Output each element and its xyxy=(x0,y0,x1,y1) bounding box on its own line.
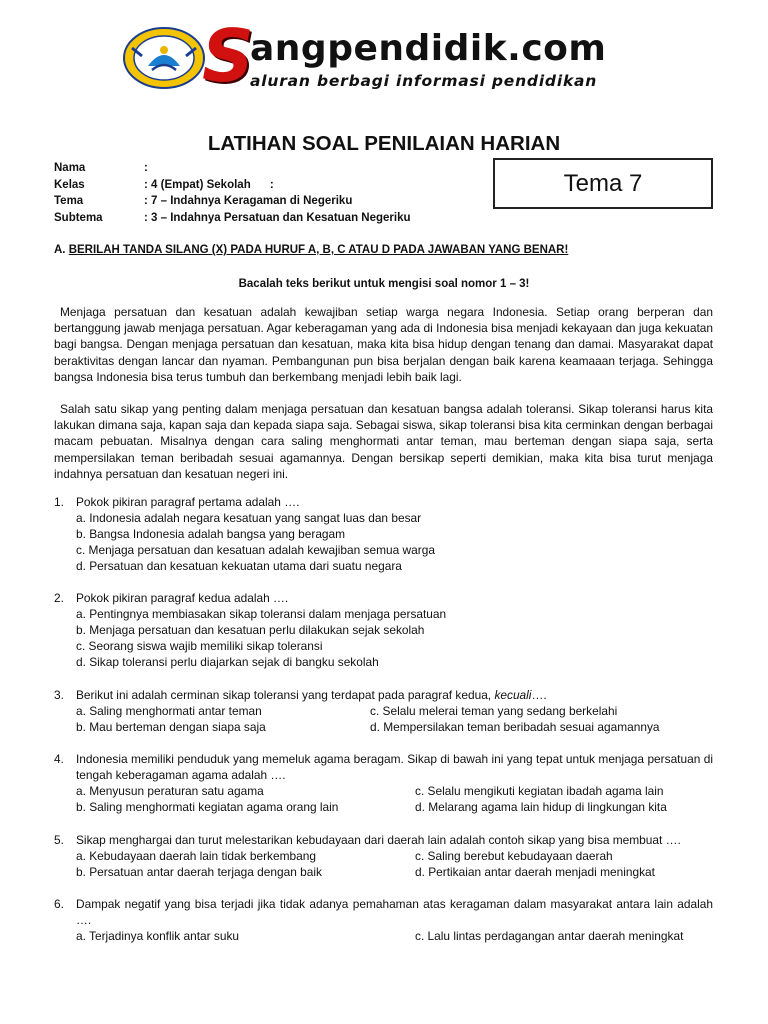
option-a: a. Saling menghormati antar teman xyxy=(76,704,262,718)
identity-label: Nama xyxy=(54,162,86,174)
reading-paragraph-1: Menjaga persatuan dan kesatuan adalah kewajiban setiap warga negara Indonesia. Setiap orang berperan dan bertanggung jawab menjaga persatuan. Agar keberagaman yang ada di Indonesia bisa menjadi kekayaan dan juga kekuatan bagi bangsa. Dengan menjaga persatuan dan kesatuan, maka kita bisa hidup dengan tenang dan damai. Masyarakat dapat beraktivitas dengan lancar dan nyaman. Pembangunan pun bisa berjalan dengan baik karena keamaaan terjaga. Sehingga bangsa Indonesia bisa terus tumbuh dan berkembang menjadi lebih baik lagi. xyxy=(54,305,713,384)
option-b: b. Saling menghormati kegiatan agama orang lain xyxy=(76,800,339,814)
question-3 xyxy=(54,687,713,735)
question-text: Sikap menghargai dan turut melestarikan kebudayaan dari daerah lain adalah contoh sikap yang bisa membuat …. xyxy=(76,833,681,847)
question-text: Pokok pikiran paragraf kedua adalah …. xyxy=(76,591,289,605)
question-number: 1. xyxy=(54,495,64,509)
option-c: c. Seorang siswa wajib memiliki sikap toleransi xyxy=(76,639,323,653)
option-d: d. Melarang agama lain hidup di lingkungan kita xyxy=(415,800,667,814)
option-d: d. Mempersilakan teman beribadah sesuai agamannya xyxy=(370,720,660,734)
option-a: a. Menyusun peraturan satu agama xyxy=(76,784,264,798)
option-a: a. Pentingnya membiasakan sikap toleransi dalam menjaga persatuan xyxy=(76,607,447,621)
option-b: b. Mau berteman dengan siapa saja xyxy=(76,720,266,734)
tut-wuri-handayani-emblem-icon xyxy=(122,26,206,90)
question-number: 4. xyxy=(54,752,64,766)
identity-row-tema xyxy=(54,193,411,210)
question-text-end: …. xyxy=(531,688,547,702)
site-header xyxy=(118,14,648,98)
question-2 xyxy=(54,590,713,670)
section-instruction xyxy=(54,244,568,256)
instruction-text: BERILAH TANDA SILANG (X) PADA HURUF A, B, C ATAU D PADA JAWABAN YANG BENAR! xyxy=(68,244,569,256)
instruction-prefix: A. xyxy=(54,244,66,256)
question-6 xyxy=(54,896,713,944)
option-a: a. Terjadinya konflik antar suku xyxy=(76,929,240,943)
question-number: 6. xyxy=(54,897,64,911)
identity-row-subtema xyxy=(54,210,411,227)
question-4 xyxy=(54,751,713,815)
question-text xyxy=(76,687,713,703)
option-c: c. Selalu mengikuti kegiatan ibadah agama lain xyxy=(415,784,664,798)
identity-value: : xyxy=(144,162,148,174)
identity-value: : 3 – Indahnya Persatuan dan Kesatuan Negeriku xyxy=(144,211,411,224)
reading-heading: Bacalah teks berikut untuk mengisi soal nomor 1 – 3! xyxy=(238,278,530,290)
option-b: b. Persatuan antar daerah terjaga dengan baik xyxy=(76,865,322,879)
identity-value: : 7 – Indahnya Keragaman di Negeriku xyxy=(144,195,353,207)
question-text-main: Berikut ini adalah cerminan sikap toleransi yang terdapat pada paragraf kedua, xyxy=(76,688,492,702)
identity-value: : 4 (Empat) Sekolah : xyxy=(144,178,274,191)
identity-label: Subtema xyxy=(54,211,103,224)
brand-tagline: aluran berbagi informasi pendidikan xyxy=(250,72,598,90)
identity-label: Tema xyxy=(54,195,84,207)
reading-paragraph-2: Salah satu sikap yang penting dalam menjaga persatuan dan kesatuan bangsa adalah toleransi. Sikap toleransi harus kita lakukan dimana saja, kapan saja dan kepada siapa saja. Sebagai siswa, sikap toleransi bisa kita cerminkan dengan berbagai macam pebuatan. Misalnya dengan cara saling menghormati antar teman, mau berteman dengan siapa saja, serta mempersilakan teman beribadah sesuai agamannya. Dengan bersikap seperti demikian, maka kita bisa turut menjaga indahnya persatuan dan kesatuan negeri ini. xyxy=(54,402,713,481)
question-number: 2. xyxy=(54,591,64,605)
page-title: LATIHAN SOAL PENILAIAN HARIAN xyxy=(207,132,561,155)
option-d: d. Sikap toleransi perlu diajarkan sejak di bangku sekolah xyxy=(76,655,379,669)
question-number: 5. xyxy=(54,833,64,847)
option-c: c. Menjaga persatuan dan kesatuan adalah kewajiban semua warga xyxy=(76,543,435,557)
option-c: c. Selalu melerai teman yang sedang berkelahi xyxy=(370,704,618,718)
identity-label: Kelas xyxy=(54,178,85,191)
question-1 xyxy=(54,494,713,574)
option-b: b. Menjaga persatuan dan kesatuan perlu dilakukan sejak sekolah xyxy=(76,623,425,637)
brand-name: angpendidik.com xyxy=(250,28,607,69)
option-c: c. Lalu lintas perdagangan antar daerah meningkat xyxy=(415,929,684,943)
question-text: Pokok pikiran paragraf pertama adalah …. xyxy=(76,495,300,509)
identity-table xyxy=(54,160,411,226)
identity-row-kelas xyxy=(54,177,411,194)
option-d: d. Persatuan dan kesatuan kekuatan utama dari suatu negara xyxy=(76,559,402,573)
brand-initial: S xyxy=(202,14,254,98)
option-c: c. Saling berebut kebudayaan daerah xyxy=(415,849,613,863)
question-text-emphasis: kecuali xyxy=(494,688,532,702)
identity-row-nama xyxy=(54,160,411,177)
question-number: 3. xyxy=(54,688,64,702)
option-a: a. Kebudayaan daerah lain tidak berkembang xyxy=(76,849,316,863)
option-a: a. Indonesia adalah negara kesatuan yang sangat luas dan besar xyxy=(76,511,422,525)
question-5 xyxy=(54,832,713,880)
option-d: d. Pertikaian antar daerah menjadi meningkat xyxy=(415,865,655,879)
tema-box: Tema 7 xyxy=(493,158,713,209)
option-b: b. Bangsa Indonesia adalah bangsa yang beragam xyxy=(76,527,346,541)
question-text: Dampak negatif yang bisa terjadi jika tidak adanya pemahaman atas keragaman dalam masyarakat antara lain adalah …. xyxy=(76,897,713,927)
question-text: Indonesia memiliki penduduk yang memeluk agama beragam. Sikap di bawah ini yang tepat untuk menjaga persatuan di tengah keberagaman agama adalah …. xyxy=(76,752,713,782)
